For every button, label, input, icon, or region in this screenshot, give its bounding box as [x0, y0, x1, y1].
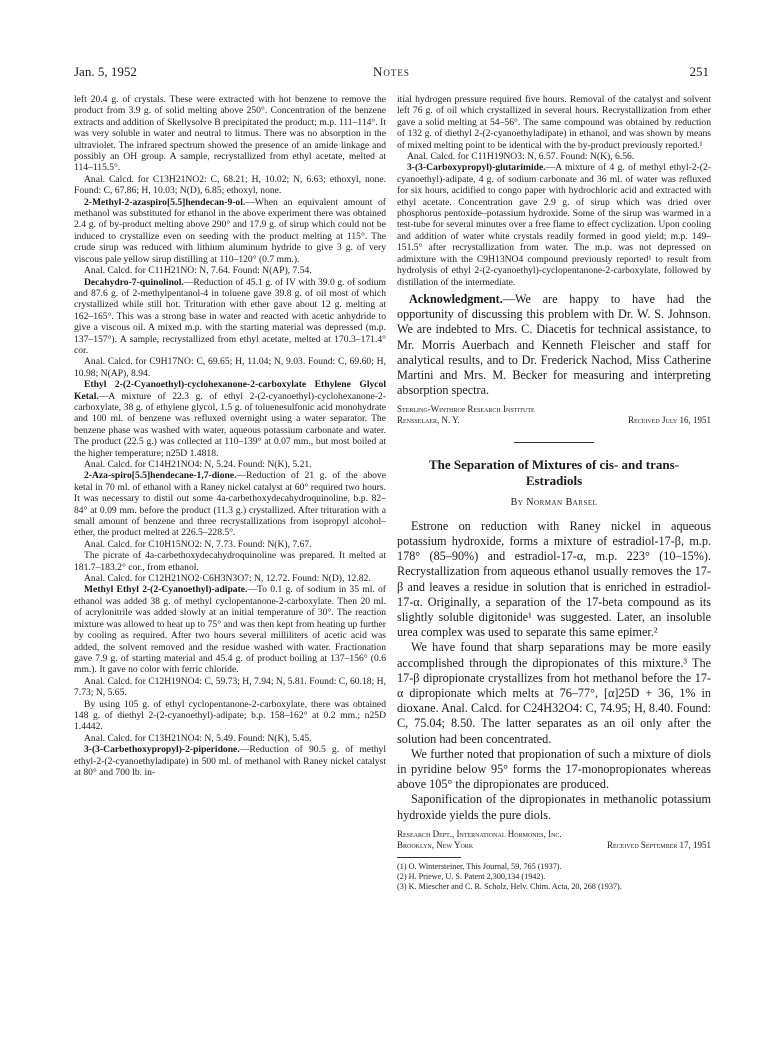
reference-item: (2) H. Priewe, U. S. Patent 2,300,134 (1942). [397, 871, 546, 881]
left-column [74, 94, 386, 778]
paragraph-text: Anal. Calcd. for C10H15NO2: N, 7.73. Found: N(K), 7.67. [84, 538, 312, 550]
page-number: 251 [689, 64, 709, 79]
issue-date: Jan. 5, 1952 [74, 64, 137, 79]
paragraph [74, 356, 386, 379]
article-paragraph: We further noted that propionation of such a mixture of diols in pyridine below 95° forms the 17-monopropionates whereas above 105° the dipropionates are produced. [397, 746, 711, 792]
received-date: Received July 16, 1951 [628, 415, 711, 426]
paragraph-text: —Reduction of 21 g. of the above ketal in 70 ml. of ethanol with a Raney nickel catalyst at 60° required two hours. It was necessary to distil out some 4a-carbethoxydecahydroquinoline, b.p. 82–84° at 0.09 mm. before the product (11.3 g.) crystallized. After trituration with a small amount of benzene and three recrystallizations from isopropyl alcohol–ether, the product melted at 226.5–228.5°. [74, 470, 386, 539]
references [397, 857, 711, 892]
reference-item: (1) O. Wintersteiner, This Journal, 59, 765 (1937). [397, 861, 562, 871]
paragraph-heading: Methyl Ethyl 2-(2-Cyanoethyl)-adipate. [84, 584, 248, 596]
paragraph-text: Anal. Calcd. for C11H19NO3: N, 6.57. Found: N(K), 6.56. [407, 151, 635, 163]
paragraph-text: Anal. Calcd. for C11H21NO: N, 7.64. Found: N(AP), 7.54. [84, 265, 312, 277]
article-paragraph: We have found that sharp separations may be more easily accomplished through the dipropionates of this mixture.³ The 17-β dipropionate crystallizes from hot methanol before the 17-α dipropionate which melts at 76–77°, [α]25D + 36, 1% in dioxane. Anal. Calcd. for C24H32O4: C, 74.95; H, 8.40. Found: C, 75.04; 8.50. The latter separates as an oil only after the solution had been concentrated. [397, 640, 711, 746]
reference-item: (3) K. Miescher and C. R. Scholz, Helv. Chim. Acta, 20, 268 (1937). [397, 881, 622, 891]
paragraph [397, 151, 711, 162]
paragraph [74, 676, 386, 699]
paragraph-text: —A mixture of 22.3 g. of ethyl 2-(2-cyanoethyl)-cyclohexanone-2-carboxylate, 38 g. of ethylene glycol, 1.5 g. of toluenesulfonic acid monohydrate and 100 ml. of benzene was refluxed overnight using a water separator. The benzene phase was washed with water, aqueous potassium carbonate and water. The product (22.5 g.) was collected at 110–139° at 0.07 mm., but most boiled at the higher temperature; n25D 1.4818. [74, 390, 386, 459]
paragraph [397, 94, 711, 151]
paragraph-text: —Reduction of 90.5 g. of methyl ethyl-2-(2-cyanoethyladipate) in 500 ml. of methanol with Raney nickel catalyst at 80° and 700 lb. in- [74, 744, 386, 778]
section-title: Notes [373, 64, 410, 79]
paragraph [74, 379, 386, 459]
affiliation-city: Rensselaer, N. Y. [397, 415, 460, 426]
paragraph-text: Anal. Calcd. for C9H17NO: C, 69.65; H, 11.04; N, 9.03. Found: C, 69.60; H, 10.98; N(AP), 8.94. [74, 356, 386, 379]
article-paragraph: Estrone on reduction with Raney nickel in aqueous potassium hydroxide, forms a mixture of estradiol-17-β, m.p. 178° (85–90%) and estradiol-17-α, m.p. 223° (10–15%). Recrystallization from aqueous ethanol usually removes the 17-β and leaves a residue in solution that is enriched in estradiol-17-α. Originally, a separation of the 17-beta compound as its slightly soluble digitonide¹ was suggested. Later, an insoluble urea complex was used to separate this same epimer.² [397, 518, 711, 640]
affiliation-block [397, 404, 711, 426]
article-affiliation-institute: Research Dept., International Hormones, Inc. [397, 828, 562, 839]
paragraph-heading: 3-(3-Carbethoxypropyl)-2-piperidone. [84, 744, 240, 756]
section-divider [514, 442, 594, 443]
paragraph-text: —Reduction of 45.1 g. of IV with 39.0 g. of sodium and 87.6 g. of 2-methylpentanol-4 in toluene gave 39.8 g. of oil most of which crystallized while still hot. Trituration with ether gave about 12 g. melting at 162–165°. This was a strong base in water and reacted with acetic anhydride to give a viscous oil. A mixed m.p. with the starting material was depressed (m.p. 137–157°). A sample, recrystallized from ethyl acetate, melted at 170.3–171.4° cor. [74, 276, 386, 356]
paragraph-heading: Decahydro-7-quinolinol. [84, 276, 184, 288]
paragraph [74, 584, 386, 675]
paragraph [74, 733, 386, 744]
article-affiliation [397, 829, 711, 851]
paragraph [74, 573, 386, 584]
paragraph [397, 162, 711, 287]
acknowledgment-heading: Acknowledgment. [409, 291, 503, 306]
right-column-paragraphs [397, 94, 711, 288]
paragraph-text: itial hydrogen pressure required five hours. Removal of the catalyst and solvent left 76 g. of oil which crystallized in several hours. Recrystallization from ether gave a solid melting at 54–56°. The same compound was obtained by reduction of 132 g. of diethyl 2-(2-cyanoethyladipate) in ethanol, and was shown by means of mixed melting point to be identical with the by-product previously reported.¹ [397, 94, 711, 151]
paragraph [74, 744, 386, 778]
paragraph-text: Anal. Calcd. for C14H21NO4: N, 5.24. Found: N(K), 5.21. [84, 459, 312, 470]
page-header [74, 64, 709, 84]
references-divider [397, 857, 461, 858]
paragraph-heading: 2-Methyl-2-azaspiro[5.5]hendecan-9-ol. [84, 196, 246, 208]
article-affiliation-city: Brooklyn, New York [397, 839, 474, 850]
paragraph-text: Anal. Calcd. for C13H21NO4: N, 5.49. Found: N(K), 5.45. [84, 732, 312, 744]
paragraph [74, 699, 386, 733]
paragraph [74, 174, 386, 197]
reference-list [397, 862, 711, 892]
article-body [397, 519, 711, 823]
article-received-date: Received September 17, 1951 [606, 839, 711, 850]
paragraph-text: Anal. Calcd. for C12H21NO2·C6H3N3O7: N, 12.72. Found: N(D), 12.82. [84, 573, 371, 585]
paragraph-text: —To 0.1 g. of sodium in 35 ml. of ethanol was added 38 g. of methyl cyclopentanone-2-carboxylate. Then 20 ml. of acrylonitrile was added slowly at an initial temperature of 30°. The reaction mixture was allowed to heat up to 75° and was then kept from heating up further by cooling as required. After two hours several milliliters of acetic acid was added, the solvent removed and the residue washed with water. Fractionation gave 7.9 g. of starting material and 45.4 g. of product boiling at 137–156° (0.6 mm.). It gave no color with ferric chloride. [74, 584, 387, 676]
paragraph [74, 94, 386, 174]
paragraph-heading: Ethyl 2-(2-Cyanoethyl)-cyclohexanone-2-carboxylate Ethylene Glycol Ketal. [74, 379, 386, 402]
paragraph-heading: 2-Aza-spiro[5.5]hendecane-1,7-dione. [84, 470, 237, 482]
article-title-text: The Separation of Mixtures of cis- and trans-Estradiols [428, 457, 679, 489]
paragraph-text: The picrate of 4a-carbethoxydecahydroquinoline was prepared. It melted at 181.7–183.2° cor., from ethanol. [74, 550, 386, 573]
paragraph-text: By using 105 g. of ethyl cyclopentanone-2-carboxylate, there was obtained 148 g. of diethyl 2-(2-cyanoethyl)-adipate; b.p. 158–162° at 0.2 mm.; n25D 1.4442. [74, 698, 386, 733]
acknowledgment-text: —We are happy to have had the opportunity of discussing this problem with Dr. W. S. Johnson. We are indebted to Mrs. C. Diacetis for technical assistance, to Mr. Morris Auerbach and Kenneth Fleischer and staff for analytical results, and to Dr. Frederick Nachod, Miss Catherine Martini and Mrs. M. Becker for measuring and interpreting absorption spectra. [397, 291, 711, 398]
right-column [397, 94, 711, 892]
paragraph-text: —When an equivalent amount of methanol was substituted for ethanol in the above experiment there was obtained 2.4 g. of by-product melting above 290° and 17.9 g. of sirup which could not be induced to crystallize even on seeding with the product melting at 115°. The crude sirup was reduced with lithium aluminum hydride to give 3 g. of very viscous pale yellow sirup distilling at 110–120° (0.7 mm.). [74, 196, 386, 265]
affiliation-institute: Sterling-Winthrop Research Institute [397, 404, 535, 415]
paragraph-text: —A mixture of 4 g. of methyl ethyl-2-(2-cyanoethyl)-adipate, 4 g. of sodium carbonate and 36 ml. of water was refluxed for six hours, acidified to congo paper with hydrochloric acid and extracted with ethyl acetate. Concentration gave 2.9 g. of sirup which was dried over phosphorus pentoxide–potassium hydroxide. Some of the sirup was warmed in a test-tube for several minutes over a free flame to effect cyclization. Upon cooling and addition of water white crystals readily formed in good yield; m.p. 149–151.5° after recrystallization from water. The m.p. was not depressed on admixture with the C9H13NO4 compound previously reported¹ to result from hydrolysis of ethyl 2-(2-cyanoethyl)-cyclopentanone-2-carboxylate, followed by distillation of the intermediate. [397, 162, 711, 288]
paragraph-text: Anal. Calcd. for C13H21NO2: C, 68.21; H, 10.02; N, 6.63; ethoxyl, none. Found: C, 67.86; H, 10.03; N(D), 6.85; ethoxyl, none. [74, 173, 386, 197]
paragraph [74, 459, 386, 470]
paragraph [74, 539, 386, 550]
article-title [405, 457, 703, 489]
paragraph-text: Anal. Calcd. for C12H19NO4: C, 59.73; H, 7.94; N, 5.81. Found: C, 60.18; H, 7.73; N, 5.65. [74, 675, 386, 699]
paragraph [74, 197, 386, 265]
acknowledgment [397, 292, 711, 398]
article-author: By Norman Barsel [510, 497, 598, 509]
paragraph [74, 265, 386, 276]
paragraph-heading: 3-(3-Carboxypropyl)-glutarimide. [407, 162, 546, 174]
paragraph [74, 550, 386, 573]
article-paragraph: Saponification of the dipropionates in methanolic potassium hydroxide yields the pure diols. [397, 792, 711, 822]
paragraph-text: left 20.4 g. of crystals. These were extracted with hot benzene to remove the product from 3.9 g. of solid melting above 250°. Concentration of the benzene extracts and addition of Skellysolve B precipitated the product; m.p. 111–114°. It was very soluble in water and neutral to litmus. There was no absorption in the ultraviolet. The infrared spectrum showed the presence of an amide linkage and possibly an OH group. A sample, recrystallized from ethyl acetate, melted at 114–115.5°. [74, 94, 386, 174]
paragraph [74, 470, 386, 538]
paragraph [74, 277, 386, 357]
